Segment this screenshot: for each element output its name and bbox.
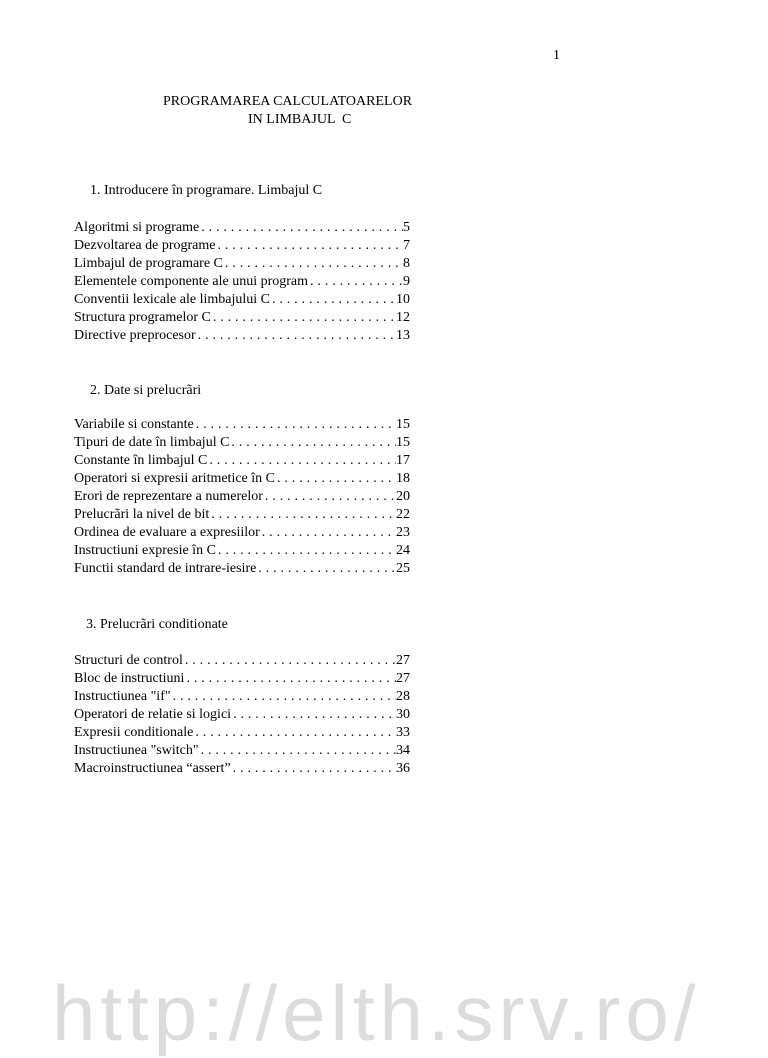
toc-entry-title: Expresii conditionale: [74, 725, 194, 740]
toc-entry-title: Dezvoltarea de programe: [74, 238, 216, 253]
toc-entry: [74, 237, 410, 255]
toc-list-section-3: [74, 652, 410, 778]
toc-entry-page: 36: [396, 761, 410, 776]
toc-entry-page: 28: [396, 689, 410, 704]
toc-leader: [199, 219, 403, 237]
toc-entry: [74, 506, 410, 524]
toc-entry: [74, 560, 410, 578]
toc-entry-title: Tipuri de date în limbajul C: [74, 435, 230, 450]
toc-entry: [74, 742, 410, 760]
section-heading-2: 2. Date si prelucrãri: [90, 383, 202, 398]
toc-entry-page: 34: [396, 743, 410, 758]
toc-entry-page: 13: [396, 328, 410, 343]
toc-leader: [196, 327, 396, 345]
toc-leader: [256, 560, 396, 578]
toc-leader: [308, 273, 403, 291]
toc-entry-title: Structura programelor C: [74, 310, 211, 325]
toc-entry: [74, 524, 410, 542]
toc-leader: [231, 760, 396, 778]
toc-entry-page: 27: [396, 671, 410, 686]
toc-entry: [74, 706, 410, 724]
toc-leader: [231, 706, 396, 724]
toc-leader: [194, 416, 396, 434]
toc-entry-title: Macroinstructiunea “assert”: [74, 761, 231, 776]
page-number: 1: [553, 48, 560, 63]
toc-leader: [216, 542, 396, 560]
toc-entry: [74, 724, 410, 742]
document-title-line-1: PROGRAMAREA CALCULATOARELOR: [163, 94, 413, 109]
toc-entry-title: Erori de reprezentare a numerelor: [74, 489, 263, 504]
toc-entry-title: Operatori si expresii aritmetice în C: [74, 471, 275, 486]
toc-entry-title: Functii standard de intrare-iesire: [74, 561, 257, 576]
toc-leader: [193, 724, 396, 742]
toc-entry-page: 10: [396, 292, 410, 307]
toc-entry-page: 20: [396, 489, 410, 504]
toc-entry-title: Conventii lexicale ale limbajului C: [74, 292, 270, 307]
toc-entry-page: 17: [396, 453, 410, 468]
toc-leader: [275, 470, 396, 488]
toc-leader: [215, 237, 403, 255]
toc-entry: [74, 434, 410, 452]
toc-entry-title: Prelucrãri la nivel de bit: [74, 507, 210, 522]
toc-entry-page: 15: [396, 435, 410, 450]
toc-leader: [263, 488, 396, 506]
toc-entry: [74, 688, 410, 706]
toc-entry-title: Instructiuni expresie în C: [74, 543, 216, 558]
toc-leader: [183, 652, 396, 670]
toc-entry-title: Constante în limbajul C: [74, 453, 208, 468]
toc-entry: [74, 291, 410, 309]
toc-entry: [74, 652, 410, 670]
toc-entry: [74, 452, 410, 470]
toc-entry-title: Instructiunea "switch": [74, 743, 199, 758]
toc-leader: [223, 255, 403, 273]
toc-entry-title: Ordinea de evaluare a expresiilor: [74, 525, 260, 540]
toc-entry-page: 23: [396, 525, 410, 540]
document-title-line-2: IN LIMBAJUL C: [248, 112, 352, 127]
toc-entry: [74, 470, 410, 488]
toc-list-section-1: [74, 219, 410, 345]
toc-entry-title: Limbajul de programare C: [74, 256, 223, 271]
toc-entry: [74, 309, 410, 327]
toc-entry: [74, 219, 410, 237]
toc-entry-title: Directive preprocesor: [74, 328, 196, 343]
toc-list-section-2: [74, 416, 410, 578]
toc-entry: [74, 273, 410, 291]
toc-entry-page: 12: [396, 310, 410, 325]
toc-entry: [74, 255, 410, 273]
toc-leader: [260, 524, 396, 542]
toc-entry-title: Instructiunea "if": [74, 689, 171, 704]
toc-entry-page: 18: [396, 471, 410, 486]
watermark-url: http://elth.srv.ro/: [52, 969, 701, 1057]
toc-entry-title: Variabile si constante: [74, 417, 194, 432]
section-heading-3: 3. Prelucrãri conditionate: [86, 617, 228, 632]
toc-entry-page: 33: [396, 725, 410, 740]
toc-entry-page: 22: [396, 507, 410, 522]
toc-leader: [211, 309, 396, 327]
toc-entry-page: 25: [396, 561, 410, 576]
toc-entry-title: Algoritmi si programe: [74, 220, 200, 235]
toc-entry: [74, 488, 410, 506]
toc-entry: [74, 327, 410, 345]
toc-leader: [207, 452, 396, 470]
toc-entry: [74, 416, 410, 434]
toc-leader: [209, 506, 396, 524]
toc-entry: [74, 760, 410, 778]
toc-leader: [171, 688, 396, 706]
toc-entry-page: 27: [396, 653, 410, 668]
toc-entry-page: 24: [396, 543, 410, 558]
toc-leader: [229, 434, 396, 452]
toc-entry-page: 5: [403, 220, 410, 235]
toc-entry: [74, 670, 410, 688]
toc-entry-page: 9: [403, 274, 410, 289]
toc-entry: [74, 542, 410, 560]
toc-leader: [270, 291, 396, 309]
toc-entry-title: Structuri de control: [74, 653, 183, 668]
toc-leader: [199, 742, 396, 760]
toc-leader: [184, 670, 396, 688]
toc-entry-page: 8: [403, 256, 410, 271]
toc-entry-page: 15: [396, 417, 410, 432]
toc-entry-title: Bloc de instructiuni: [74, 671, 185, 686]
toc-entry-title: Operatori de relatie si logici: [74, 707, 232, 722]
section-heading-1: 1. Introducere în programare. Limbajul C: [90, 183, 323, 198]
toc-entry-page: 30: [396, 707, 410, 722]
toc-entry-title: Elementele componente ale unui program: [74, 274, 309, 289]
toc-entry-page: 7: [403, 238, 410, 253]
